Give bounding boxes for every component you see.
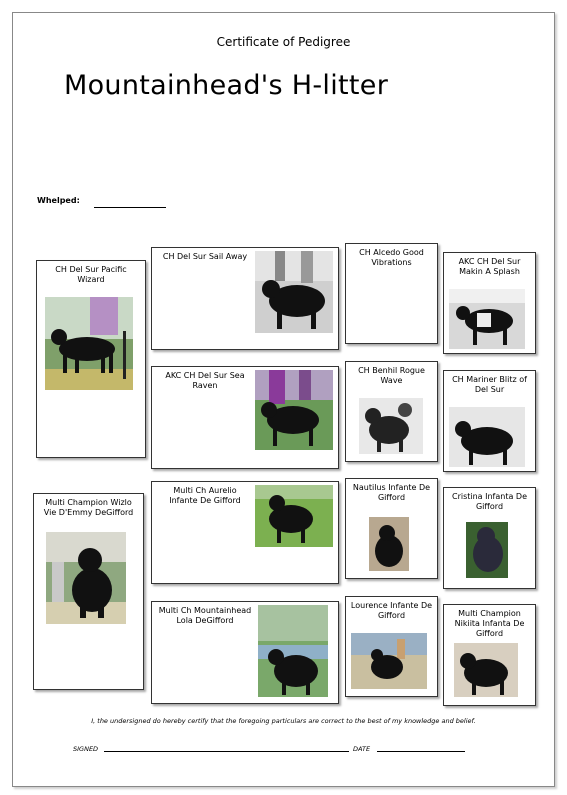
gen3-name-2: CH Benhil Rogue Wave — [358, 366, 425, 385]
sire-name: CH Del Sur Pacific Wizard — [55, 265, 127, 284]
whelped-line — [94, 207, 166, 208]
sire-dam-photo — [255, 370, 333, 450]
dam-dam-box — [151, 601, 339, 704]
litter-title: Mountainhead's H-litter — [64, 70, 389, 101]
gen3-name-1: CH Alcedo Good Vibrations — [359, 248, 424, 267]
gen4-name-2: CH Mariner Blitz of Del Sur — [452, 375, 527, 394]
dam-box — [33, 493, 144, 690]
gen4-name-3: Cristina Infanta De Gifford — [451, 492, 528, 511]
dam-photo — [46, 532, 126, 624]
dam-sire-name: Multi Ch Aurelio Infante De Gifford — [169, 486, 241, 505]
gen3-box-3 — [345, 478, 438, 579]
gen3-photo-2 — [359, 398, 423, 454]
gen4-photo-3 — [466, 522, 508, 578]
signature-line — [104, 751, 349, 752]
signed-label: SIGNED — [73, 745, 99, 753]
whelped-label: Whelped: — [37, 196, 80, 205]
gen4-box-1 — [443, 252, 536, 354]
dam-dam-name: Multi Ch Mountainhead Lola DeGifford — [158, 606, 252, 625]
dam-sire-photo — [255, 485, 333, 547]
gen4-name-4: Multi Champion Nikiita Infanta De Gifford — [454, 609, 525, 638]
sire-photo — [45, 297, 133, 390]
gen3-box-4 — [345, 596, 438, 697]
gen4-name-1: AKC CH Del Sur Makin A Splash — [458, 257, 521, 276]
gen4-photo-1 — [449, 289, 525, 349]
gen4-photo-2 — [449, 407, 525, 467]
dam-dam-photo — [258, 605, 328, 697]
gen3-photo-4 — [351, 633, 427, 689]
sire-box — [36, 260, 146, 458]
date-label: DATE — [353, 745, 371, 753]
dam-sire-box — [151, 481, 339, 584]
gen4-box-4 — [443, 604, 536, 706]
sire-dam-name: AKC CH Del Sur Sea Raven — [165, 371, 245, 390]
sire-sire-name: CH Del Sur Sail Away — [162, 252, 248, 261]
gen4-box-2 — [443, 370, 536, 472]
gen3-box-2 — [345, 361, 438, 462]
gen3-photo-3 — [369, 517, 409, 571]
gen4-photo-4 — [454, 643, 518, 697]
certification-statement: I, the undersigned do hereby certify that the foregoing particulars are correct to the best of my knowledge and belief. — [91, 717, 476, 725]
gen3-name-3: Nautilus Infante De Gifford — [352, 483, 431, 502]
gen3-name-4: Lourence Infante De Gifford — [350, 601, 433, 620]
gen4-box-3 — [443, 487, 536, 589]
dam-name: Multi Champion Wizlo Vie D'Emmy DeGifford — [43, 498, 134, 517]
sire-sire-photo — [255, 251, 333, 333]
certificate-title: Certificate of Pedigree — [216, 35, 351, 49]
gen3-box-1 — [345, 243, 438, 344]
sire-dam-box — [151, 366, 339, 469]
sire-sire-box — [151, 247, 339, 350]
date-line — [377, 751, 465, 752]
